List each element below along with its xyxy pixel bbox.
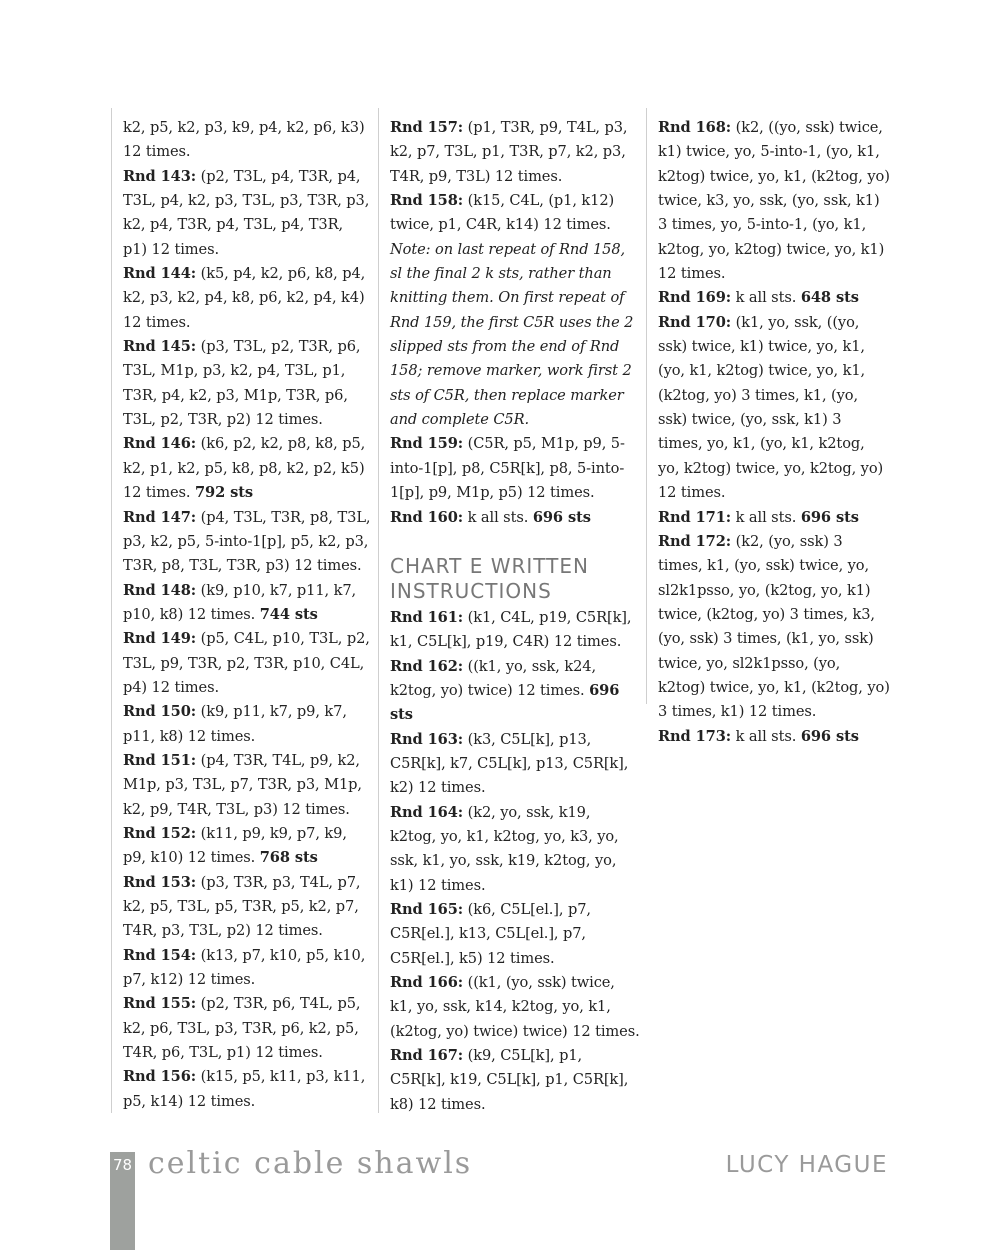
round-label: Rnd 167:	[390, 1047, 464, 1065]
stitch-count: 648 sts	[800, 289, 859, 307]
round-label: Rnd 170:	[658, 313, 732, 331]
round-instruction	[123, 165, 371, 262]
round-text: (p3, T3L, p2, T3R, p6, T3L, M1p, p3, k2, p4, T3L, p1, T3R, p4, k2, p3, M1p, T3R, p6, T3L, p2, T3R, p2) 12 times.	[123, 338, 361, 429]
round-text: ((k1, yo, ssk, k24, k2tog, yo) twice) 12 times.	[390, 657, 596, 699]
round-instruction	[658, 530, 890, 725]
round-label: Rnd 171:	[658, 508, 732, 526]
round-text: k all sts.	[467, 508, 529, 526]
round-text: (k2, ((yo, ssk) twice, k1) twice, yo, 5-into-1, (yo, k1, k2tog) twice, yo, k1, (k2tog, yo) twice, k3, yo, ssk, (yo, ssk, k1) 3 times, yo, 5-into-1, (yo, k1, k2tog, yo, k2tog) twice, yo, k1) 12 times.	[658, 119, 890, 283]
round-text: (k9, p11, k7, p9, k7, p11, k8) 12 times.	[123, 703, 347, 745]
stitch-count: 744 sts	[259, 605, 318, 623]
round-instruction	[123, 579, 371, 628]
round-instruction	[123, 944, 371, 993]
round-label: Rnd 159:	[390, 435, 464, 453]
round-label: Rnd 147:	[123, 508, 197, 526]
round-text: (k5, p4, k2, p6, k8, p4, k2, p3, k2, p4, k8, p6, k2, p4, k4) 12 times.	[123, 265, 366, 331]
stitch-count: 768 sts	[259, 849, 318, 867]
round-text: (k2, yo, ssk, k19, k2tog, yo, k1, k2tog, yo, k3, yo, ssk, k1, yo, ssk, k19, k2tog, yo, k1) 12 times.	[390, 803, 619, 894]
round-instruction	[123, 700, 371, 749]
round-label: Rnd 172:	[658, 532, 732, 550]
round-label: Rnd 155:	[123, 995, 197, 1013]
round-label: Rnd 145:	[123, 338, 197, 356]
round-text: k2, p5, k2, p3, k9, p4, k2, p6, k3) 12 times.	[123, 119, 365, 161]
round-instruction	[390, 898, 640, 971]
round-instruction	[390, 606, 640, 655]
round-text: (p2, T3R, p6, T4L, p5, k2, p6, T3L, p3, T3R, p6, k2, p5, T4R, p6, T3L, p1) 12 times.	[123, 995, 361, 1062]
round-instruction	[658, 725, 890, 749]
round-instruction	[390, 116, 640, 189]
round-text: (k6, p2, k2, p8, k8, p5, k2, p1, k2, p5, k8, p8, k2, p2, k5) 12 times.	[123, 435, 366, 502]
round-text: (p4, T3L, T3R, p8, T3L, p3, k2, p5, 5-into-1[p], p5, k2, p3, T3R, p8, T3L, T3R, p3) 12 times.	[123, 508, 371, 575]
round-label: Rnd 144:	[123, 265, 197, 283]
round-instruction	[390, 1044, 640, 1117]
round-label: Rnd 157:	[390, 119, 464, 136]
round-instruction	[123, 992, 371, 1065]
round-instruction	[390, 506, 640, 530]
stitch-count: 792 sts	[195, 484, 254, 502]
round-label: Rnd 156:	[123, 1068, 197, 1086]
round-text: (p5, C4L, p10, T3L, p2, T3L, p9, T3R, p2, T3R, p10, C4L, p4) 12 times.	[123, 630, 370, 696]
author-name: LUCY HAGUE	[725, 1152, 888, 1178]
pattern-note: Note: on last repeat of Rnd 158, sl the final 2 k sts, rather than knitting them. On first repeat of Rnd 159, the first C5R uses the 2 slipped sts from the end of Rnd 158; remove marker, work first 2 sts of C5R, then replace marker and complete C5R.	[390, 240, 634, 429]
round-instruction	[123, 871, 371, 944]
round-text: (k15, C4L, (p1, k12) twice, p1, C4R, k14) 12 times.	[390, 192, 615, 234]
round-text: (p2, T3L, p4, T3R, p4, T3L, p4, k2, p3, T3L, p3, T3R, p3, k2, p4, T3R, p4, T3L, p4, T3R, p1) 12 times.	[123, 167, 370, 258]
round-text: (k13, p7, k10, p5, k10, p7, k12) 12 times.	[123, 946, 366, 989]
stitch-count: 696 sts	[800, 508, 859, 526]
round-text: (p4, T3R, T4L, p9, k2, M1p, p3, T3L, p7, T3R, p3, M1p, k2, p9, T4R, T3L, p3) 12 times.	[123, 751, 362, 818]
round-label: Rnd 148:	[123, 581, 197, 599]
round-label: Rnd 146:	[123, 435, 197, 453]
round-instruction	[123, 749, 371, 822]
round-instruction	[390, 189, 640, 238]
round-instruction	[123, 1065, 371, 1114]
round-label: Rnd 153:	[123, 873, 197, 891]
round-instruction	[123, 432, 371, 505]
round-text: (k3, C5L[k], p13, C5R[k], k7, C5L[k], p13, C5R[k], k2) 12 times.	[390, 730, 629, 797]
round-label: Rnd 161:	[390, 608, 464, 626]
round-text: k all sts.	[735, 289, 797, 307]
round-instruction	[658, 286, 890, 310]
round-label: Rnd 143:	[123, 167, 197, 185]
round-text: ((k1, (yo, ssk) twice, k1, yo, ssk, k14, k2tog, yo, k1, (k2tog, yo) twice) twice) 12 times.	[390, 974, 640, 1040]
round-label: Rnd 164:	[390, 803, 464, 821]
round-text: (k11, p9, k9, p7, k9, p9, k10) 12 times.	[123, 824, 347, 867]
round-label: Rnd 162:	[390, 657, 464, 675]
round-text: (k1, yo, ssk, ((yo, ssk) twice, k1) twice, yo, k1, (yo, k1, k2tog) twice, yo, k1, (k2tog, yo) 3 times, k1, (yo, ssk) twice, (yo, ssk, k1) 3 times, yo, k1, (yo, k1, k2tog, yo, k2tog) twice, yo, k2tog, yo) 12 times.	[658, 313, 884, 502]
book-title: celtic cable shawls	[148, 1146, 473, 1181]
round-instruction	[658, 506, 890, 530]
round-text: (k15, p5, k11, p3, k11, p5, k14) 12 times.	[123, 1068, 366, 1110]
section-heading: CHART E WRITTEN INSTRUCTIONS	[390, 553, 589, 603]
column-divider-left	[111, 108, 112, 1113]
round-text: (p1, T3R, p9, T4L, p3, k2, p7, T3L, p1, T3R, p7, k2, p3, T4R, p9, T3L) 12 times.	[390, 119, 628, 185]
round-label: Rnd 163:	[390, 730, 464, 748]
stitch-count: 696 sts	[800, 727, 859, 745]
round-instruction	[123, 335, 371, 432]
pattern-column-3	[658, 116, 890, 749]
round-text: k all sts.	[735, 508, 797, 526]
round-list-161-167	[390, 606, 640, 1117]
round-instruction	[123, 627, 371, 700]
round-instruction	[123, 822, 371, 871]
round-label: Rnd 168:	[658, 119, 732, 136]
round-text: (k6, C5L[el.], p7, C5R[el.], k13, C5L[el.], p7, C5R[el.], k5) 12 times.	[390, 900, 591, 967]
column-divider-middle	[378, 108, 379, 1113]
round-label: Rnd 165:	[390, 900, 464, 918]
round-instruction	[123, 262, 371, 335]
round-text: (k9, C5L[k], p1, C5R[k], k19, C5L[k], p1, C5R[k], k8) 12 times.	[390, 1047, 629, 1113]
round-text: (p3, T3R, p3, T4L, p7, k2, p5, T3L, p5, T3R, p5, k2, p7, T4R, p3, T3L, p2) 12 times.	[123, 873, 361, 940]
round-instruction	[390, 728, 640, 801]
round-label: Rnd 149:	[123, 630, 197, 648]
round-label: Rnd 154:	[123, 946, 197, 964]
stitch-count: 696 sts	[532, 508, 591, 526]
round-instruction	[658, 116, 890, 286]
round-instruction	[123, 116, 371, 165]
round-label: Rnd 160:	[390, 508, 464, 526]
round-instruction	[390, 971, 640, 1044]
round-label: Rnd 152:	[123, 824, 197, 842]
round-label: Rnd 166:	[390, 974, 464, 991]
round-instruction	[658, 311, 890, 506]
round-instruction	[390, 432, 640, 505]
round-text: (C5R, p5, M1p, p9, 5-into-1[p], p8, C5R[k], p8, 5-into-1[p], p9, M1p, p5) 12 times.	[390, 435, 625, 502]
round-label: Rnd 169:	[658, 289, 732, 307]
round-label: Rnd 158:	[390, 192, 464, 210]
round-instruction	[390, 801, 640, 898]
pattern-column-1	[123, 116, 371, 1114]
round-text: k all sts.	[735, 727, 797, 745]
round-instruction	[390, 655, 640, 728]
stitch-count: 696 sts	[390, 681, 620, 724]
round-label: Rnd 151:	[123, 751, 197, 769]
round-label: Rnd 173:	[658, 727, 732, 745]
round-label: Rnd 150:	[123, 703, 197, 721]
pattern-column-2	[390, 116, 640, 1117]
round-text: (k2, (yo, ssk) 3 times, k1, (yo, ssk) twice, yo, sl2k1psso, yo, (k2tog, yo, k1) twice, (k2tog, yo) 3 times, k3, (yo, ssk) 3 times, (k1, yo, ssk) twice, yo, sl2k1psso, (yo, k2tog) twice, yo, k1, (k2tog, yo) 3 times, k1) 12 times.	[658, 532, 890, 721]
column-divider-right	[646, 108, 647, 704]
round-instruction	[123, 506, 371, 579]
round-list-159-160	[390, 432, 640, 529]
round-text: (k9, p10, k7, p11, k7, p10, k8) 12 times.	[123, 581, 357, 623]
page-number: 78	[112, 1156, 133, 1174]
round-list-157-158	[390, 116, 640, 238]
round-text: (k1, C4L, p19, C5R[k], k1, C5L[k], p19, C4R) 12 times.	[390, 608, 632, 651]
